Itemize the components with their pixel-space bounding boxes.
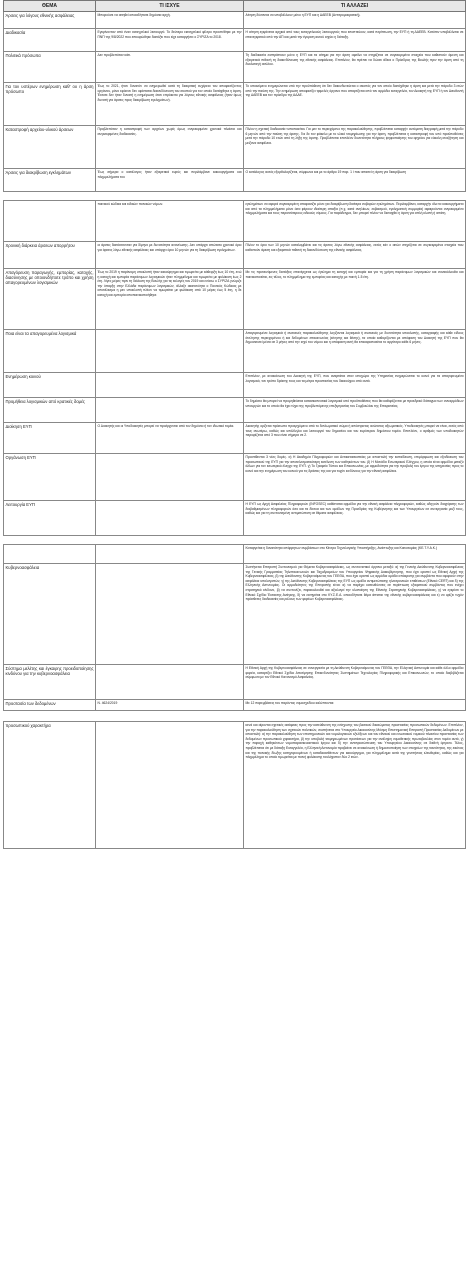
table-row xyxy=(4,398,466,423)
header-topic: ΘΕΜΑ xyxy=(4,1,96,12)
row-gap xyxy=(4,192,466,201)
cell-current xyxy=(96,564,244,665)
table-row xyxy=(4,169,466,192)
row-gap xyxy=(4,711,466,722)
gap-cell xyxy=(4,536,466,545)
cell-current xyxy=(96,665,244,700)
cell-current: Έως το 2021, ήταν δυνατόν να ενημερωθεί κατά τη διακριτική ευχέρεια του αποφασίζοντος οργάνου, μόνο εφόσον δεν υφίσταται διακινδύνευση του σκοπού για τον οποίο διατάχθηκε η άρση. Έκτοτε δεν ήταν δυνατή η ενημέρωση όταν επρόκειτο για λόγους εθνικής ασφάλειας (ήταν όμως δυνατή για άρσεις προς διακρίβωση εγκλημάτων). xyxy=(96,83,244,126)
cell-topic xyxy=(4,201,96,242)
cell-current: Ο Διοικητής και οι Υποδιοικητές μπορεί να προέρχονται από τον δημόσιο ή τον ιδιωτικό τομέα. xyxy=(96,423,244,454)
table-row xyxy=(4,12,466,29)
cell-current: Μπορούσε να αιτηθεί οποιαδήποτε δημόσια αρχή. xyxy=(96,12,244,29)
cell-change: Καταργείται η δυνατότητα απόρρητων συμβάσεων στο Κέντρο Τεχνολογικής Υποστήριξης, Ανάπτυξης και Καινοτομίας (ΚΕ.Τ.Υ.Α.Κ.) xyxy=(244,545,466,564)
cell-topic: Σύστημα μελέτης και έγκαιρης προειδοποίησης κινδύνου για την κυβερνοασφάλεια xyxy=(4,665,96,700)
table-row xyxy=(4,722,466,849)
cell-change: Η ΕΥΠ ως Αρχή Ασφαλείας Πληροφοριών (INFOSEC) καθίσταται αρμόδια για την εθνική ασφάλεια πληροφοριών, καθώς οδηγούν διαχείρισης των διαβαθμισμένων πληροφοριών όσο και τα δίκτυα και των ομάδων της Προεδρίας της Κυβέρνησης και των Υπουργείων σε συνεργασία μαζί τους, καθώς και για τη συντονισμένη αντιμετώπιση σε θέματα ασφάλειας. xyxy=(244,501,466,536)
gap-cell xyxy=(4,711,466,722)
row-gap xyxy=(4,536,466,545)
cell-topic: προσωπικού χαρακτήρα xyxy=(4,722,96,849)
cell-topic: Άρσεις για λόγους εθνικής ασφάλειας xyxy=(4,12,96,29)
cell-topic: Απαγόρευση παραγωγής, εμπορίας, κατοχής, διασύνησης με οποιονδήποτε τρόπο και χρήση απαγορευμένων λογισμικών xyxy=(4,269,96,330)
cell-current xyxy=(96,373,244,398)
cell-current: ποινικού κώδικα και ειδικών ποινικών νόμων. xyxy=(96,201,244,242)
cell-change: Το δημόσιο θα μπορεί να προμηθεύεται κατασκοπευτικά λογισμικά υπό προϋποθέσεις που θα καθορίζονται με προεδρικό διάταγμα των συναρμόδιων υπουργών και το οποίο θα έχει τύχει της προβλεπόμενης επεξεργασίας του Συμβουλίου της Επικρατείας. xyxy=(244,398,466,423)
cell-current: Έως το 2019 η παράνομη υποκλοπή ήταν κακούργημα και τιμωρείτο με κάθειρξη έως 10 έτη, ενώ η κατοχή και εμπορία παράνομων λογισμικών ήταν πλημμέλημα και τιμωρείτο με φυλάκιση έως 2 έτη. Λίγες μέρες πριν τη διάλυση της Βουλής για τις εκλογές του 2019 και ενόσω ο ΣΥΡΙΖΑ γνώριζε την ύπαρξη στην Ελλάδα παράνομων λογισμικών, άλλαξε ακατανόητα ο Ποινικός Κώδικας με αποτέλεσμα η μεν υποκλοπή πλέον να τιμωρείται με φυλάκιση από 10 μέρες έως 5 έτη, η δε κατοχή και εμπορία αποποινικοποιήθηκε xyxy=(96,269,244,330)
comparison-table xyxy=(3,0,466,849)
cell-topic: Πολιτικά πρόσωπα xyxy=(4,52,96,83)
table-row xyxy=(4,201,466,242)
cell-current: Εγκρίνονταν από έναν εισαγγελικό λειτουργό. Το δεύτερο εισαγγελικό φίλτρο προστέθηκε με την ΠΝΠ της 9/8/2022 που επικυρώθηκε διατάξει που είχε καταργήσει ο ΣΥΡΙΖΑ το 2018. xyxy=(96,29,244,52)
table-row xyxy=(4,126,466,169)
cell-current: οι άρσεις διατάσσονταν για δίμηνο με δυνατότητα ανανέωσης. Δεν υπάρχει απώτατο χρονικό όριο για άρσεις λόγω εθνικής ασφάλειας και υπάρχει όριο 10 μηνών για τη διακρίβωση εγκλημάτων. xyxy=(96,242,244,269)
cell-change: κενά και αίρονται σχετικές ασάφειες προς την κατεύθυνση της ενίσχυσης του βασικού δικαιώματος προστασίας προσωπικών δεδομένων. Επιπλέον, για την παρακολούθηση των σχετικών πολιτικών, συστήνεται στο Υπουργείο Δικαιοσύνης Μόνιμη Επιστημονική Επιτροπή Προστασίας Δεδομένων με αποστολή: α) την παρακολούθηση των επιστημονικών και νομολογιακών εξελίξεων και του εθνικού και ενωσιακού νομικού πλαισίου προστασίας των δεδομένων προσωπικού χαρακτήρα, β) την υποβολή τεκμηριωμένων προτάσεων για την ανάληψη νομοθετικής πρωτοβουλίας στον τομέα αυτό, γ) την παροχή καθηκόντων νομοπαρασκευαστικού έργου και δ) την αντιπροσώπευση του Υπουργείου Δικαιοσύνης σε διεθνή όργανα. Τέλος, προβλέπεται ότι με διάταξη Εισαγγελέα, η Ελληνική Αστυνομία προβαίνει σε ανακοίνωση ή δημοσιοποίηση των στοιχείων της ταυτότητας, της εικόνας και της ποινικής δίωξης κατηγορουμένων ή καταδικασθέντων για κακούργημα, για πλημμέλημα κατά της γενετήσιας ελευθερίας, καθώς και για πλημμέλημα το οποίο τιμωρείται με ποινή φυλάκισης τουλάχιστον δύο 2 ετών. xyxy=(244,722,466,849)
table-row xyxy=(4,330,466,373)
cell-change: Συστήνεται Επιτροπή Συντονισμού για Θέματα Κυβερνοασφάλειας, ως συντονιστικό όργανο μεταξύ: α) της Γενικής Διεύθυνσης Κυβερνοασφάλειας της Γενικής Γραμματείας Τηλεπικοινωνιών και Ταχυδρομείων του Υπουργείου Ψηφιακής Διακυβέρνησης, που έχει οριστεί ως Εθνική Αρχή της Κυβερνοασφάλειας, β) της Διεύθυνσης Κυβερνοάμυνας του ΓΕΕΘΑ, που έχει οριστεί ως αρμόδια ομάδα απόκρισης για συμβάντα που αφορούν στην ασφάλεια υπολογιστών, γ) της Διεύθυνσης Κυβερνοασφάλειας της ΕΥΠ ως ομάδα αντιμετώπισης ηλεκτρονικών επιθέσεων (Εθνικό CERT) και δ) της Ελληνικής Αστυνομίας. Οι αρμοδιότητες της Επιτροπής είναι: α) να παρέχει κατευθύνσεις σε περίπτωση εξαιρετικού συμβάντος που ενέχει στρατηγικό κίνδυνο, β) να συντονίζει, παρακολουθεί και αξιολογεί την υλοποίηση της Εθνικής Στρατηγικής Κυβερνοασφάλειας, γ) να εγκρίνει το Εθνικό Σχέδιο Έκτακτης Ανάγκης, δ) να εισηγείται στο ΚΥ.Σ.Ε.Α. οποιοδήποτε θέμα άπτεται της εθνικής κυβερνοασφάλειας και ε) να ορίζει τυχόν πρόσθετες διαδικασίες και ρόλους των φορέων Κυβερνοασφάλειας. xyxy=(244,564,466,665)
cell-topic: Καταστροφή αρχείου-υλικού άρσεων xyxy=(4,126,96,169)
cell-topic: Διοίκηση ΕΥΠ xyxy=(4,423,96,454)
table-row xyxy=(4,545,466,564)
table-row xyxy=(4,83,466,126)
cell-current xyxy=(96,545,244,564)
cell-change: Πλέον η σχετική διαδικασία τυποποιείται. Για μεν το περιεχόμενο της παρακολούθησης, προβλέπεται καταρχήν αυτόματη διαγραφή μετά την πάροδο 6 μηνών από την παύση της άρσης. Για δε τον φάκελο με το υλικό τεκμηρίωσης για την άρση, προβλέπεται η καταστροφή του υπό προϋποθέσεις μετά την πάροδο 10 ετών από τη λήξη της άρσης. Προβλέπεται επιπλέον δυνατότητα πλήρους ψηφιοποίησης του αρχείου για εύκολη αναζήτηση και μείζονα ασφάλεια. xyxy=(244,126,466,169)
cell-topic: Χρονική διάρκεια άρσεων απορρήτου xyxy=(4,242,96,269)
table-row xyxy=(4,700,466,711)
cell-current: Ν. 4624/2019 xyxy=(96,700,244,711)
cell-change: εγκλημάτων να αφορά συγκεκριμένη αποφασίζει μόνο για διακρίβωση ιδιαίτερα σοβαρών εγκλημάτων. Περιλαμβάνει, καταρχήν όλα τα κακουργήματα και από τα πλημμελήματα μόνο όσα φέρουν ιδιαίτερη απαξία (π.χ. κατά ανηλίκων, εκβιασμού, εγκληματική συμμορία) αφαιρούνται συγκεκριμένα πλημμελήματα και τους περισσότερους ειδικούς νόμους. Για παράδειγμα, δεν μπορεί πλέον να διαταχθεί η άρση για απλή κλοπή ή απάτη. xyxy=(244,201,466,242)
cell-change: Ο κατάλογος αυτός εξορθολογίζεται, σύμφωνα και με το άρθρο 19 παρ. 1 ί που απαιτεί η άρση για διακρίβωση xyxy=(244,169,466,192)
cell-current: Έως σήμερα ο κατάλογος ήταν εξαιρετικά ευρύς και περιλάμβανε κακουργήματα και πλημμελήματα του xyxy=(96,169,244,192)
cell-change: Πλέον το όριο των 10 μηνών καταλαμβάνει και τις άρσεις λόγω εθνικής ασφάλειας, εκτός εάν ο αιτών στηρίζεται σε συγκεκριμένα στοιχεία που καθιστούν άμεση και εξαιρετικά πιθανή τη διακινδύνευση της εθνικής ασφάλειας. xyxy=(244,242,466,269)
table-row xyxy=(4,269,466,330)
cell-change: Προστίθενται 3 νέες δομές. α) Η Ακαδημία Πληροφοριών και Αντικατασκοπείας με αποστολή την εκπαίδευση, επιμόρφωση και εξειδίκευση του προσωπικού της ΕΥΠ για την αποτελεσματικότερη εκτέλεση των καθηκόντων του. β) Η Μονάδα Εσωτερικού Ελέγχου, η οποία είναι αρμόδια μεταξύ άλλων για τον εσωτερικό έλεγχο της ΕΥΠ. γ) Το Γραφείο Τύπου και Επικοινωνίας, με αρμοδιότητα για την προβολή του έργου της υπηρεσίας προς το κοινό και την ενημέρωση του κοινού για τις δράσεις της και για τυχόν κινδύνους για την εθνική ασφάλεια. xyxy=(244,454,466,501)
table-row xyxy=(4,665,466,700)
cell-change: Επιπλέον, με ανακοίνωση του Διοικητή της ΕΥΠ, που αναρτάται στον ιστοχώρο της Υπηρεσίας ενημερώνεται το κοινό για τα απαγορευμένα λογισμικά, τον τρόπο δράσης τους και τα μέτρα προστασίας του δικαιούχου από αυτά. xyxy=(244,373,466,398)
gap-cell xyxy=(4,192,466,201)
header-row xyxy=(4,1,466,12)
cell-change: Απαγορευμένα λογισμικά ή συσκευές παρακολούθησης λογίζονται λογισμικά ή συσκευές με δυνατότητα υποκλοπής, καταγραφής και κάθε είδους άντλησης περιεχομένου ή και δεδομένων επικοινωνίας (κίνησης και θέσης), τα οποία καθορίζονται με απόφαση του Διοικητή της ΕΥΠ που θα δημοσιευτεί μέσα σε 3 μήνες από την ισχύ του νόμου και η απόφαση αυτή θα επικαιροποιείται το αργότερο κάθε 6 μήνες. xyxy=(244,330,466,373)
table-row xyxy=(4,373,466,398)
cell-topic: Οργάνωση ΕΥΠ xyxy=(4,454,96,501)
cell-topic: Ενημέρωση κοινού xyxy=(4,373,96,398)
cell-current: Προβλεπόταν η καταστροφή των αρχείων χωρίς όμως συγκεκριμένα χρονικά πλαίσια και συγκεκριμένες διαδικασίες. xyxy=(96,126,244,169)
cell-topic xyxy=(4,545,96,564)
table-row xyxy=(4,29,466,52)
cell-current xyxy=(96,330,244,373)
table-row xyxy=(4,242,466,269)
cell-topic: Για τον υστέρων ενημέρωση καθ' ου η άρση πρόσωπο xyxy=(4,83,96,126)
cell-change: Αίτηση δύνανται να υποβάλλουν μόνο η ΕΥΠ και η ΔΑΕΕΒ (Αντιτρομοκρατική). xyxy=(244,12,466,29)
cell-current xyxy=(96,722,244,849)
cell-current: Δεν προβλεπόταν κάτι. xyxy=(96,52,244,83)
table-row xyxy=(4,501,466,536)
cell-topic: Ποια είναι τα απαγορευμένα λογισμικά xyxy=(4,330,96,373)
cell-topic: Κυβερνοασφάλεια xyxy=(4,564,96,665)
cell-change: Τη διαδικασία εισπράττουν μόνο η ΕΥΠ και τα αίτημα για την άρση οφείλει να στηρίζεται σε συγκεκριμένα στοιχεία που καθιστούν άμεση και εξαιρετικά πιθανή τη διακινδύνευση της εθνικής ασφάλειας. Επιπλέον, θα πρέπει να δώσει άδεια ο Πρόεδρος της Βουλής πριν την άρση από τη δυκλοταγή ασύλου. xyxy=(244,52,466,83)
cell-current xyxy=(96,454,244,501)
cell-topic: Διαδικασία xyxy=(4,29,96,52)
cell-topic: Προμήθεια λογισμικών από κρατικές δομές xyxy=(4,398,96,423)
cell-change: Διοικητής ορίζεται πρόσωπο προερχόμενο από το διπλωματικό σώμα ή απόστρατος ανώτατος αξιωματικός. Υποδιοικητές μπορεί να είναι, εκτός από τους ανωτέρω, καθώς και υπάλληλοι και λειτουργοί του δημοσίου και του ευρύτερου δημόσιου τομέα. Επιπλέον, ο αριθμός των υποδιοικητών περιορίζεται από 3 που είναι σήμερα σε 2. xyxy=(244,423,466,454)
table-row xyxy=(4,454,466,501)
cell-change: Με 12 παρεμβάσεις του παρόντος νομοσχεδίου καλύπτονται xyxy=(244,700,466,711)
cell-topic: Άρσεις για διακρίβωση εγκλημάτων xyxy=(4,169,96,192)
table-row xyxy=(4,423,466,454)
header-change: ΤΙ ΑΛΛΑΖΕΙ xyxy=(244,1,466,12)
header-current: ΤΙ ΙΣΧΥΕ xyxy=(96,1,244,12)
table-row xyxy=(4,564,466,665)
cell-change: Η αίτηση εγκρίνεται αρχικά από τους εισαγγελικούς λειτουργούς που εποπτεύουν, κατά περίπτωση, την ΕΥΠ ή τη ΔΑΕΕΒ. Κατόπιν υποβάλλεται σε επανεγκριτικό από την ΑΠ και ματά την έγκριση αυτού ισχύει η διάταξη. xyxy=(244,29,466,52)
cell-topic: Προστασία των δεδομένων xyxy=(4,700,96,711)
cell-current xyxy=(96,398,244,423)
cell-change: Με τις προτεινόμενες διατάξεις επανέρχεται ως έγκλημα τη κατοχή και εμπορία και για τη χρήση παράνομων λογισμικών και συνακόλουθα και ποινικοποιείται, εις τέλος, το πλημμέλημα της εμπορίας και κατοχής με ποινή 1-5 έτη. xyxy=(244,269,466,330)
cell-change: Το υποκείμενο ενημερώνεται υπό την προϋπόθεση ότι δεν διακινδυνεύεται ο σκοπός για τον οποίο διατάχθηκε η άρση και μετά την πάροδο 3 ετών από την παύση της. Την ενημέρωση αποφασίζει τριμελές όργανο που απαρτίζεται από τον αρμόδιο εισαγγελέα, τον Διοικητή της ΕΥΠ ή τον Διευθυντή της ΔΑΕΕΒ και τον πρόεδρο της ΑΔΑΕ. xyxy=(244,83,466,126)
cell-change: Η Εθνική Αρχή της Κυβερνοασφάλειας σε συνεργασία με τη Διεύθυνση Κυβερνοάμυνας του ΓΕΕΘΑ, την Ελληνική Αστυνομία και κάθε άλλο αρμόδιο φορέα, καταρτίζει Εθνικό Σχέδιο Αποτίμησης Επικινδυνότητας Συστημάτων Τεχνολογίας Πληροφορικής και Επικοινωνιών, το οποίο διαβιβάζεται σύμφωνα με τον Εθνικό Κανονισμό Ασφαλείας. xyxy=(244,665,466,700)
cell-topic: Λειτουργία ΕΥΠ xyxy=(4,501,96,536)
cell-current xyxy=(96,501,244,536)
table-row xyxy=(4,52,466,83)
